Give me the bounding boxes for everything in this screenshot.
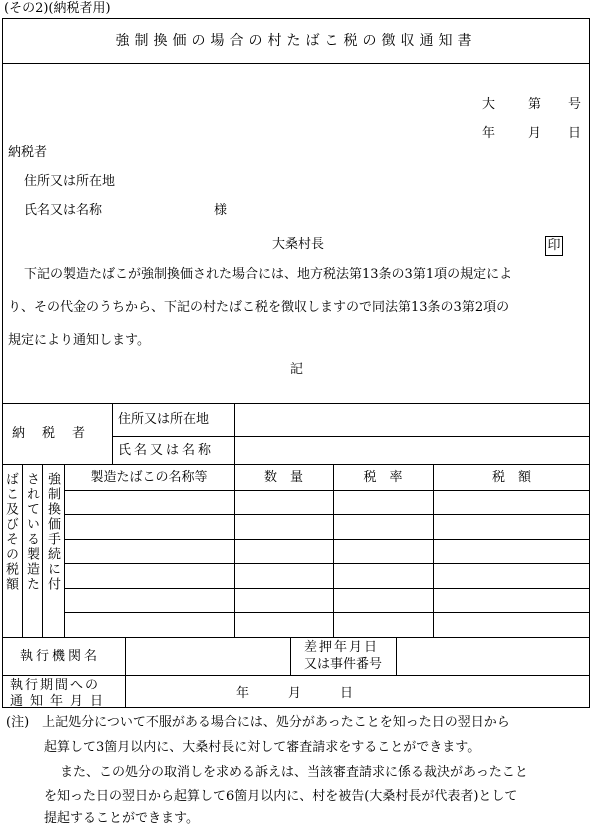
table-row-line <box>64 539 590 540</box>
mayor-name: 大桑村長 <box>272 237 325 252</box>
ki-marker: 記 <box>290 362 304 377</box>
table-line-bottom <box>2 637 590 638</box>
table-vline <box>433 464 434 637</box>
shikko-kikan-label: 執行機関名 <box>20 649 101 664</box>
tsuchi-date: 年 月 日 <box>236 686 354 701</box>
doc-number-prefix: 大 <box>482 97 496 112</box>
table-vline <box>125 637 126 675</box>
table-line-addr <box>112 436 590 437</box>
body-line-2: り、その代金のうちから、下記の村たばこ税を徴収しますので同法第13条の3第2項の <box>8 300 510 315</box>
vertical-label-col3: 強制換価手続に付 <box>45 472 60 592</box>
date-month: 月 <box>528 126 542 141</box>
table-line-name <box>2 464 590 465</box>
table-vline <box>333 464 334 637</box>
table-vline <box>290 637 291 675</box>
table-address-label: 住所又は所在地 <box>118 412 210 427</box>
address-label: 住所又は所在地 <box>24 174 116 189</box>
tsuchi-label-2: 通知年月日 <box>10 694 111 709</box>
table-top-line <box>2 403 590 404</box>
table-vline <box>234 464 235 637</box>
table-row-line <box>64 588 590 589</box>
body-line-1: 下記の製造たばこが強制換価された場合には、地方税法第13条の3第1項の規定によ <box>24 267 513 282</box>
vertical-label-col2: されている製造た <box>24 472 39 592</box>
header-quantity: 数 量 <box>263 470 303 485</box>
note-line-3: また、この処分の取消しを求める訴えは、当該審査請求に係る裁決があったこと <box>60 765 528 780</box>
table-vline <box>125 675 126 708</box>
body-line-3: 規定により通知します。 <box>8 333 150 348</box>
table-name-label: 氏名又は名称 <box>118 443 215 458</box>
header-tax-amount: 税 額 <box>491 470 531 485</box>
note-line-2: 起算して3箇月以内に、大桑村長に対して審査請求をすることができます。 <box>44 740 481 755</box>
table-line-shikko <box>2 675 590 676</box>
vertical-label-col1: ばこ及びその税額 <box>3 472 18 592</box>
doc-number-go: 号 <box>568 97 582 112</box>
header-product-name: 製造たばこの名称等 <box>90 470 208 485</box>
table-vline <box>64 464 65 637</box>
date-year: 年 <box>482 126 496 141</box>
name-label: 氏名又は名称 <box>24 203 103 218</box>
document-title: 強制換価の場合の村たばこ税の徴収通知書 <box>115 33 477 49</box>
note-line-4: を知った日の翌日から起算して6箇月以内に、村を被告(大桑村長が代表者)として <box>44 789 518 804</box>
note-line-1: (注) 上記処分について不服がある場合には、処分があったことを知った日の翌日から <box>6 715 510 730</box>
doc-number-dai: 第 <box>528 97 542 112</box>
case-number-label: 又は事件番号 <box>304 657 383 672</box>
seal-mark: 印 <box>545 236 563 256</box>
table-vline <box>42 464 43 637</box>
table-vline <box>22 464 23 637</box>
note-line-5: 提起することができます。 <box>44 811 199 826</box>
honorific-sama: 様 <box>214 203 228 218</box>
date-day: 日 <box>568 126 582 141</box>
table-vline <box>234 403 235 464</box>
form-variant-note: (その2)(納税者用) <box>4 1 111 16</box>
header-tax-rate: 税 率 <box>363 470 403 485</box>
table-row-line <box>64 514 590 515</box>
table-vline <box>112 403 113 464</box>
title-divider <box>2 63 590 64</box>
table-line-header <box>64 490 590 491</box>
table-row-line <box>64 612 590 613</box>
nozeisha-cell: 納 税 者 <box>12 426 88 441</box>
table-row-line <box>64 563 590 564</box>
table-vline <box>396 637 397 675</box>
tsuchi-label-1: 執行期間への <box>10 678 101 693</box>
taxpayer-label: 納税者 <box>8 145 48 160</box>
sashiosae-date-label: 差押年月日 <box>304 640 380 655</box>
